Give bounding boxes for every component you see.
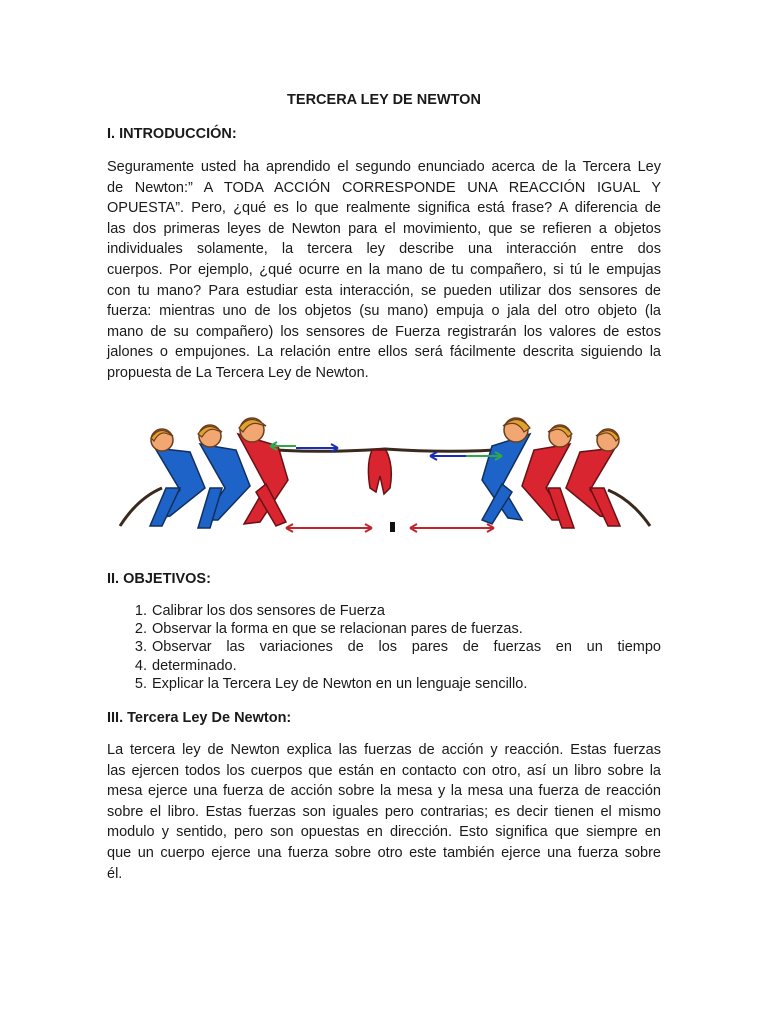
intro-paragraph (107, 157, 661, 384)
paragraph-line: propuesta de La Tercera Ley de Newton. (107, 364, 369, 381)
paragraph-line: que un cuerpo ejerce una fuerza sobre otro este también ejerce una fuerza sobre (107, 844, 661, 861)
document-title: TERCERA LEY DE NEWTON (287, 92, 481, 108)
paragraph-line: fuerza: mientras uno de los objetos (su mano) empuja o jala del otro objeto (la (107, 303, 661, 320)
paragraph-line: cuerpos. Por ejemplo, ¿qué ocurre en la mano de tu compañero, si tú le empujas (107, 261, 661, 278)
section-heading-tercera-ley: III. Tercera Ley De Newton: (107, 710, 292, 726)
list-item-text: Explicar la Tercera Ley de Newton en un lenguaje sencillo. (152, 675, 528, 692)
list-item-text: Observar las variaciones de los pares de fuerzas en un tiempo (152, 639, 661, 656)
list-item-number: 5. (134, 675, 147, 692)
paragraph-line: con tu mano? Para estudiar esta interacción, se pueden utilizar dos sensores de (107, 282, 661, 299)
tercera-ley-paragraph (107, 740, 661, 884)
paragraph-line: mano de su compañero) los sensores de Fuerza registrarán los valores de estos (107, 323, 661, 340)
paragraph-line: OPUESTA”. Pero, ¿qué es lo que realmente significa está frase? A diferencia de (107, 200, 661, 217)
paragraph-line: de Newton:” A TODA ACCIÓN CORRESPONDE UNA REACCIÓN IGUAL Y (107, 179, 661, 196)
paragraph-line: mesa ejerce una fuerza de acción sobre la mesa y la mesa una fuerza de reacción (107, 783, 661, 800)
paragraph-line: La tercera ley de Newton explica las fuerzas de acción y reacción. Estas fuerzas (107, 742, 661, 758)
paragraph-line: él. (107, 865, 123, 882)
list-item-number: 3. (134, 639, 147, 656)
section-heading-introduccion: I. INTRODUCCIÓN: (107, 126, 237, 142)
tug-of-war-illustration-icon (110, 408, 660, 548)
objectives-list (107, 602, 661, 693)
list-item-number: 2. (134, 621, 147, 638)
paragraph-line: las dos primeras leyes de Newton para el movimiento, que se refieren a objetos (107, 220, 661, 237)
list-item (107, 657, 661, 675)
paragraph-line: jalones o empujones. La relación entre ellos será fácilmente descrita siguiendo la (107, 344, 661, 361)
list-item-text: determinado. (152, 657, 237, 674)
list-item-text: Observar la forma en que se relacionan pares de fuerzas. (152, 621, 523, 638)
paragraph-line: individuales solamente, la tercera ley describe una interacción entre dos (107, 241, 661, 258)
paragraph-line: sobre el libro. Estas fuerzas son iguales pero contrarias; es decir tienen el mismo (107, 803, 661, 820)
paragraph-line: modulo y sentido, pero son opuestas en dirección. Esto significa que siempre en (107, 824, 661, 841)
section-heading-objetivos: II. OBJETIVOS: (107, 571, 211, 587)
list-item-text: Calibrar los dos sensores de Fuerza (152, 603, 385, 619)
paragraph-line: las ejercen todos los cuerpos que están en contacto con otro, así un libro sobre la (107, 762, 661, 779)
list-item-number: 4. (134, 657, 147, 674)
list-item (107, 675, 661, 693)
list-item (107, 602, 661, 620)
paragraph-line: Seguramente usted ha aprendido el segundo enunciado acerca de la Tercera Ley (107, 159, 661, 175)
list-item-number: 1. (134, 603, 147, 619)
list-item (107, 638, 661, 656)
list-item (107, 620, 661, 638)
